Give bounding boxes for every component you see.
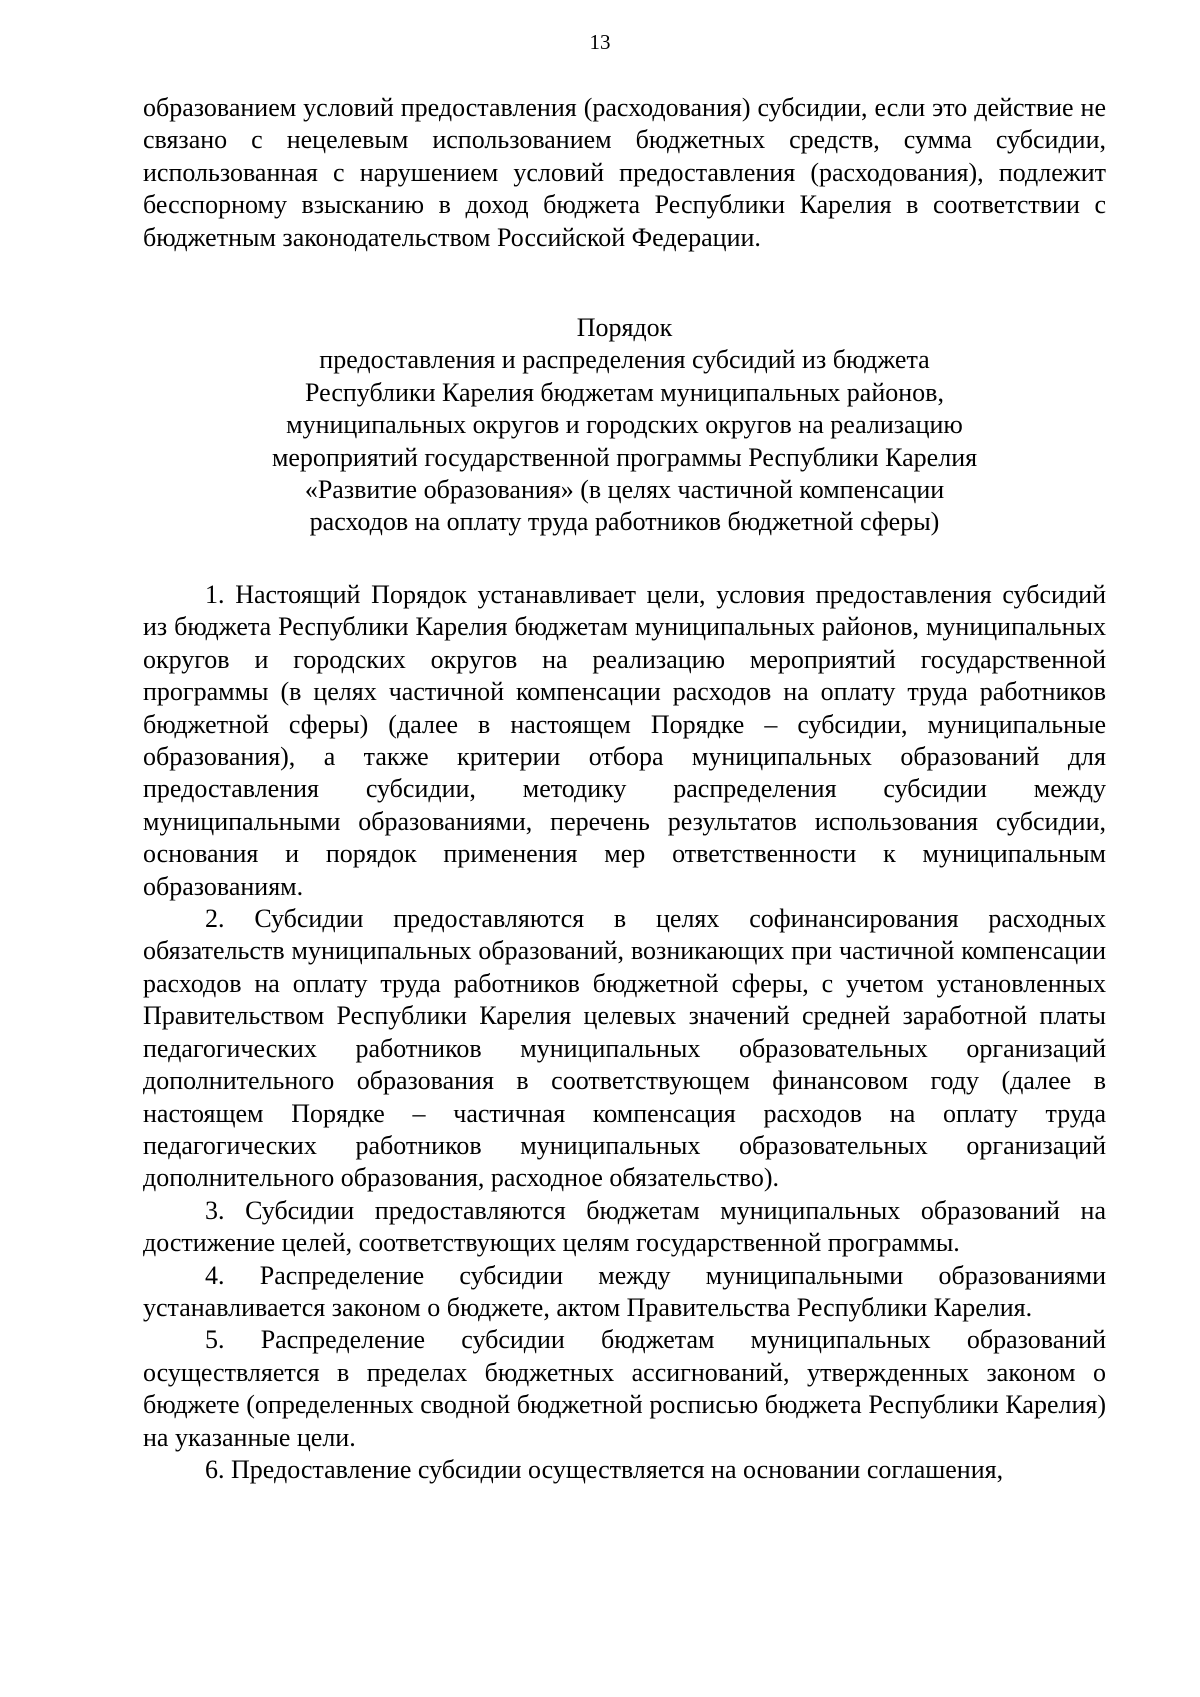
paragraph-3: 3. Субсидии предоставляются бюджетам муниципальных образований на достижение целей, соответствующих целям государственной программы.: [143, 1195, 1106, 1258]
title-line: мероприятий государственной программы Республики Карелия: [271, 442, 978, 472]
title-line: муниципальных округов и городских округов на реализацию: [286, 410, 963, 440]
title-line: «Развитие образования» (в целях частичной компенсации: [304, 475, 945, 505]
title-line: предоставления и распределения субсидий из бюджета: [319, 345, 930, 375]
intro-paragraph-block: [143, 92, 1106, 254]
title-line: расходов на оплату труда работников бюджетной сферы): [309, 507, 940, 537]
paragraph-2: 2. Субсидии предоставляются в целях софинансирования расходных обязательств муниципальных образований, возникающих при частичной компенсации расходов на оплату труда работников бюджетной сферы, с учетом установленных Правительством Республики Карелия целевых значений средней заработной платы педагогических работников муниципальных образовательных организаций дополнительного образования в соответствующем финансовом году (далее в настоящем Порядке – частичная компенсация расходов на оплату труда педагогических работников муниципальных образовательных организаций дополнительного образования, расходное обязательство).: [143, 904, 1106, 1193]
paragraph-6: 6. Предоставление субсидии осуществляется на основании соглашения,: [205, 1454, 1004, 1484]
intro-paragraph: образованием условий предоставления (расходования) субсидии, если это действие не связано с нецелевым использованием бюджетных средств, сумма субсидии, использованная с нарушением условий предоставления (расходования), подлежит бесспорному взысканию в доход бюджета Республики Карелия в соответствии с бюджетным законодательством Российской Федерации.: [143, 93, 1106, 252]
title-heading: Порядок: [576, 313, 673, 342]
paragraph-5: 5. Распределение субсидии бюджетам муниципальных образований осуществляется в пределах бюджетных ассигнований, утвержденных законом о бюджете (определенных сводной бюджетной росписью бюджета Республики Карелия) на указанные цели.: [143, 1325, 1106, 1452]
paragraph-1: 1. Настоящий Порядок устанавливает цели, условия предоставления субсидий из бюджета Республики Карелия бюджетам муниципальных районов, муниципальных округов и городских округов на реализацию мероприятий государственной программы (в целях частичной компенсации расходов на оплату труда работников бюджетной сферы) (далее в настоящем Порядке – субсидии, муниципальные образования), а также критерии отбора муниципальных образований для предоставления субсидии, методику распределения субсидии между муниципальными образованиями, перечень результатов использования субсидии, основания и порядок применения мер ответственности к муниципальным образованиям.: [143, 580, 1106, 901]
paragraph-4: 4. Распределение субсидии между муниципальными образованиями устанавливается законом о бюджете, актом Правительства Республики Карелия.: [143, 1260, 1106, 1322]
document-title: [143, 312, 1106, 539]
title-line: Республики Карелия бюджетам муниципальных районов,: [305, 377, 944, 407]
numbered-paragraphs: [143, 579, 1106, 1486]
page-number: 13: [589, 30, 611, 54]
